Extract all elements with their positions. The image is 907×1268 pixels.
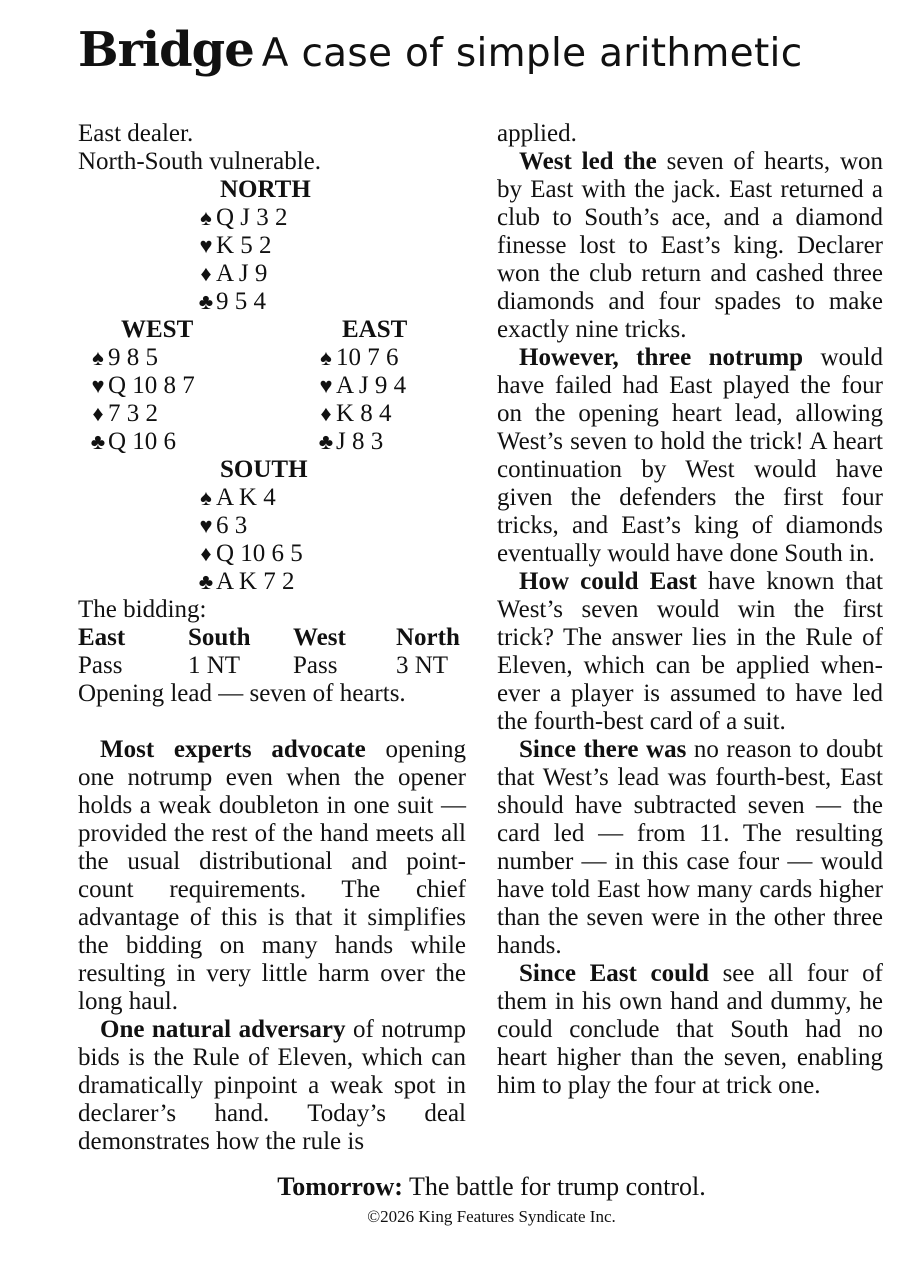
article-paragraph-continued: applied. bbox=[497, 120, 577, 147]
tomorrow-teaser bbox=[0, 1172, 907, 1202]
paragraph-lead: Since there was bbox=[519, 736, 687, 763]
bid: Pass bbox=[293, 652, 338, 679]
paragraph-lead: How could East bbox=[519, 568, 697, 595]
south-hearts-cards: 6 3 bbox=[216, 512, 248, 539]
paragraph-text: no reason to doubt that West’s lead was fourth-best, East should have subtracted seven — the card led — from 11. The resulting number — in this case four — would have told East how many cards higher than the seven were in the other three hands. bbox=[497, 736, 884, 959]
spade-icon: ♠ bbox=[92, 345, 104, 370]
north-spades bbox=[78, 204, 466, 232]
north-diamonds-cards: A J 9 bbox=[216, 260, 268, 287]
column-subtitle: A case of simple arithmetic bbox=[261, 31, 803, 76]
bid: 3 NT bbox=[396, 652, 449, 679]
west-east-clubs bbox=[78, 428, 466, 456]
right-column bbox=[497, 120, 883, 1100]
vulnerability-line: North-South vulnerable. bbox=[78, 148, 322, 175]
south-hearts bbox=[78, 512, 466, 540]
north-clubs bbox=[78, 288, 466, 316]
diamond-icon: ♦ bbox=[320, 401, 332, 426]
paragraph-lead: Most experts advocate bbox=[100, 736, 366, 763]
paragraph-lead: However, three notrump bbox=[519, 344, 804, 371]
west-east-spades bbox=[78, 344, 466, 372]
east-label: EAST bbox=[342, 316, 408, 343]
south-clubs bbox=[78, 568, 466, 596]
east-hearts-cards: A J 9 4 bbox=[336, 372, 407, 399]
south-spades bbox=[78, 484, 466, 512]
east-spades-cards: 10 7 6 bbox=[336, 344, 399, 371]
diamond-icon: ♦ bbox=[200, 541, 212, 566]
west-diamonds-cards: 7 3 2 bbox=[108, 400, 158, 427]
north-spades-cards: Q J 3 2 bbox=[216, 204, 288, 231]
spade-icon: ♠ bbox=[200, 485, 212, 510]
paragraph-lead: Since East could bbox=[519, 960, 709, 987]
west-east-labels bbox=[78, 316, 466, 344]
tomorrow-text: The battle for trump control. bbox=[402, 1172, 706, 1201]
bidding-header: East bbox=[78, 624, 126, 651]
heart-icon: ♥ bbox=[199, 513, 213, 538]
west-east-hearts bbox=[78, 372, 466, 400]
west-east-diamonds bbox=[78, 400, 466, 428]
north-hearts-cards: K 5 2 bbox=[216, 232, 272, 259]
club-icon: ♣ bbox=[198, 569, 214, 594]
paragraph-text: of notrump bids is the Rule of Eleven, which can dramatically pinpoint a weak spot in declarer’s hand. Today’s deal demonstrates how the rule is bbox=[78, 1016, 466, 1155]
bidding-header-row bbox=[78, 624, 466, 652]
article-paragraph bbox=[78, 736, 466, 1016]
article-paragraph bbox=[497, 148, 883, 344]
bidding-label: The bidding: bbox=[78, 596, 207, 623]
north-hearts bbox=[78, 232, 466, 260]
north-label: NORTH bbox=[220, 176, 311, 203]
north-diamonds bbox=[78, 260, 466, 288]
headline bbox=[78, 22, 888, 78]
paragraph-lead: One natural adversary bbox=[100, 1016, 346, 1043]
paragraph-text: opening one notrump even when the opener holds a weak doubleton in one suit — provided the rest of the hand meets all the usual distributional and point-count requirements. The chief advantage of this is that it simplifies the bidding on many hands while resulting in very little harm over the long haul. bbox=[78, 736, 467, 1015]
bidding-row bbox=[78, 652, 466, 680]
column-title: Bridge bbox=[78, 22, 254, 78]
north-clubs-cards: 9 5 4 bbox=[216, 288, 266, 315]
south-label: SOUTH bbox=[220, 456, 308, 483]
west-label: WEST bbox=[121, 316, 194, 343]
article-paragraph bbox=[497, 344, 883, 568]
spade-icon: ♠ bbox=[320, 345, 332, 370]
west-clubs-cards: Q 10 6 bbox=[108, 428, 177, 455]
east-clubs-cards: J 8 3 bbox=[336, 428, 384, 455]
heart-icon: ♥ bbox=[199, 233, 213, 258]
paragraph-lead: West led the bbox=[519, 148, 657, 175]
spade-icon: ♠ bbox=[200, 205, 212, 230]
opening-lead: Opening lead — seven of hearts. bbox=[78, 680, 406, 707]
club-icon: ♣ bbox=[318, 429, 334, 454]
bid: 1 NT bbox=[188, 652, 241, 679]
diamond-icon: ♦ bbox=[92, 401, 104, 426]
club-icon: ♣ bbox=[90, 429, 106, 454]
paragraph-text: have known that West’s seven would win the first trick? The answer lies in the Rule of Eleven, which can be applied whenever a player is assumed to have led the fourth-best card of a suit. bbox=[497, 568, 883, 735]
east-diamonds-cards: K 8 4 bbox=[336, 400, 392, 427]
south-diamonds-cards: Q 10 6 5 bbox=[216, 540, 303, 567]
dealer-line: East dealer. bbox=[78, 120, 194, 147]
article-paragraph bbox=[78, 1016, 466, 1156]
article-paragraph bbox=[497, 960, 883, 1100]
paragraph-text: seven of hearts, won by East with the jack. East returned a club to South’s ace, and a diamond finesse lost to East’s king. Declarer won the club return and cashed three diamonds and four spades to make exactly nine tricks. bbox=[497, 148, 883, 343]
heart-icon: ♥ bbox=[91, 373, 105, 398]
article-paragraph bbox=[497, 568, 883, 736]
bidding-header: West bbox=[293, 624, 346, 651]
heart-icon: ♥ bbox=[319, 373, 333, 398]
left-column bbox=[78, 120, 466, 1156]
article-paragraph bbox=[497, 736, 883, 960]
diamond-icon: ♦ bbox=[200, 261, 212, 286]
west-spades-cards: 9 8 5 bbox=[108, 344, 158, 371]
paragraph-text: see all four of them in his own hand and dummy, he could conclude that South had no heart higher than the seven, enabling him to play the four at trick one. bbox=[497, 960, 883, 1099]
bidding-header: South bbox=[188, 624, 251, 651]
bidding-header: North bbox=[396, 624, 460, 651]
copyright: ©2026 King Features Syndicate Inc. bbox=[367, 1207, 616, 1226]
south-diamonds bbox=[78, 540, 466, 568]
club-icon: ♣ bbox=[198, 289, 214, 314]
south-clubs-cards: A K 7 2 bbox=[216, 568, 295, 595]
tomorrow-label: Tomorrow: bbox=[277, 1172, 403, 1201]
south-spades-cards: A K 4 bbox=[216, 484, 276, 511]
paragraph-text: would have failed had East played the four on the opening heart lead, allowing West’s seven to hold the trick! A heart continuation by West would have given the defenders the first four tricks, and East’s king of diamonds eventually would have done South in. bbox=[497, 344, 883, 567]
bid: Pass bbox=[78, 652, 123, 679]
west-hearts-cards: Q 10 8 7 bbox=[108, 372, 195, 399]
